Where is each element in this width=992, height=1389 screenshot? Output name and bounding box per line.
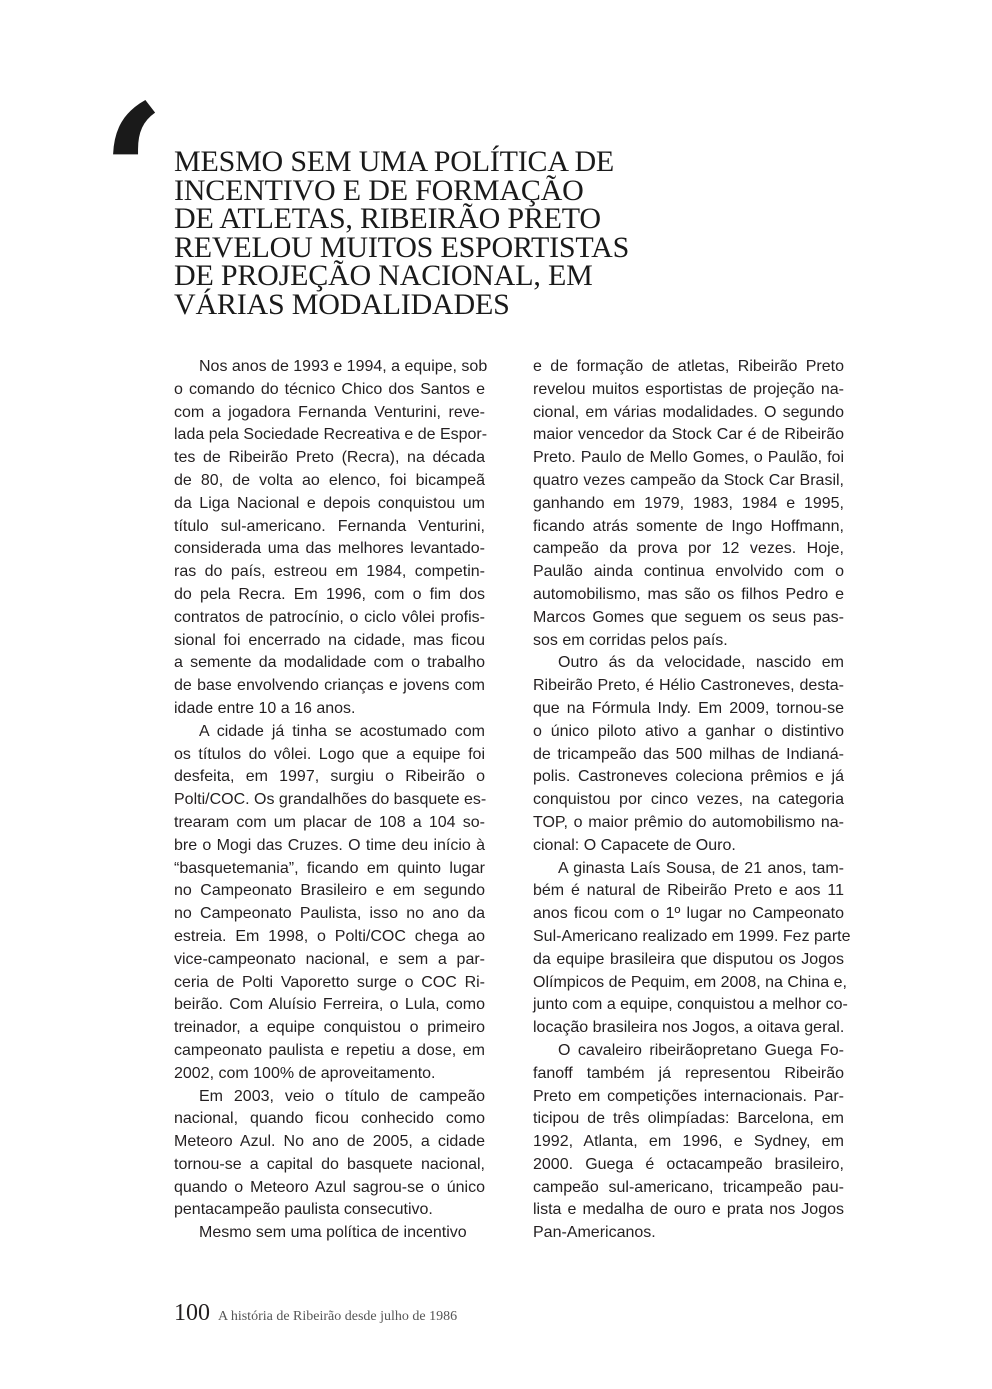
- body-line: 2002, com 100% de aproveitamento.: [174, 1064, 436, 1082]
- pullquote-line: DE ATLETAS, RIBEIRÃO PRETO: [174, 202, 601, 235]
- body-line: A cidade já tinha se acostumado com: [199, 722, 485, 740]
- body-line: ras do país, estreou em 1984, competin-: [174, 563, 485, 581]
- body-paragraph: [533, 356, 844, 652]
- body-line: Preto em competições internacionais. Par-: [533, 1087, 844, 1105]
- body-line: bém é natural de Ribeirão Preto e aos 11: [533, 882, 844, 900]
- body-line: ceria de Polti Vaporetto surge o COC Ri-: [174, 973, 485, 991]
- body-line: estreia. Em 1998, o Polti/COC chega ao: [174, 927, 485, 945]
- body-line: campeão sul-americano, tricampeão pau-: [533, 1178, 844, 1196]
- pullquote-line: MESMO SEM UMA POLÍTICA DE: [174, 145, 615, 178]
- body-line: cional, em várias modalidades. O segundo: [533, 403, 844, 421]
- body-line: 2000. Guega é octacampeão brasileiro,: [533, 1155, 844, 1173]
- body-line: Em 2003, veio o título de campeão: [199, 1087, 485, 1105]
- body-line: Paulão ainda continua envolvido com o: [533, 563, 844, 581]
- body-line: locação brasileira nos Jogos, a oitava geral.: [533, 1019, 845, 1037]
- body-line: o comando do técnico Chico dos Santos e: [174, 380, 485, 398]
- body-line: contratos de patrocínio, o ciclo vôlei profis-: [174, 608, 485, 626]
- body-line: 1992, Atlanta, em 1996, e Sydney, em: [533, 1133, 844, 1151]
- right-column: [533, 356, 851, 1245]
- body-line: Nos anos de 1993 e 1994, a equipe, sob: [199, 358, 488, 375]
- body-line: do pela Recra. Em 1996, com o fim dos: [174, 585, 485, 603]
- page-footer: [174, 1300, 457, 1327]
- pullquote-mark: ‘: [100, 63, 167, 286]
- body-line: Olímpicos de Pequim, em 2008, na China e,: [533, 973, 847, 991]
- body-line: de tricampeão das 500 milhas de Indianá-: [533, 745, 844, 763]
- body-line: nacional, quando ficou conhecido como: [174, 1110, 485, 1128]
- body-paragraph: [174, 1222, 485, 1245]
- body-line: Marcos Gomes que seguem os seus pas-: [533, 608, 844, 626]
- body-paragraph: [533, 1040, 844, 1245]
- body-line: conquistou por cinco vezes, na categoria: [533, 791, 844, 809]
- body-line: quando o Meteoro Azul sagrou-se o único: [174, 1178, 485, 1196]
- body-line: bre o Mogi das Cruzes. O time deu início à: [174, 836, 485, 854]
- body-line: maior vencedor da Stock Car é de Ribeirão: [533, 426, 844, 444]
- body-line: Sul-Americano realizado em 1999. Fez parte: [533, 927, 851, 945]
- pullquote-line: DE PROJEÇÃO NACIONAL, EM: [174, 259, 593, 292]
- body-line: automobilismo, mas são os filhos Pedro e: [533, 585, 844, 603]
- body-line: junto com a equipe, conquistou a melhor co-: [533, 996, 848, 1014]
- body-line: campeão da prova por 12 vezes. Hoje,: [533, 540, 844, 558]
- body-line: com a jogadora Fernanda Venturini, reve-: [174, 403, 485, 421]
- body-line: Outro ás da velocidade, nascido em: [558, 654, 844, 672]
- body-line: campeonato paulista e repetiu a dose, em: [174, 1041, 485, 1059]
- body-line: da equipe brasileira que disputou os Jogos: [533, 950, 844, 968]
- body-line: beirão. Com Aluísio Ferreira, o Lula, como: [174, 996, 485, 1014]
- body-line: Polti/COC. Os grandalhões do basquete es-: [174, 791, 487, 809]
- body-paragraph: [533, 858, 851, 1040]
- body-paragraph: [533, 652, 844, 857]
- body-line: Mesmo sem uma política de incentivo: [199, 1224, 467, 1242]
- body-line: quatro vezes campeão da Stock Car Brasil,: [533, 471, 844, 489]
- body-line: polis. Castroneves coleciona prêmios e já: [533, 768, 844, 786]
- pullquote-line: INCENTIVO E DE FORMAÇÃO: [174, 173, 584, 207]
- body-line: de 80, de volta ao elenco, foi bicampeã: [174, 471, 485, 489]
- running-title: A história de Ribeirão desde julho de 1986: [218, 1309, 458, 1324]
- body-paragraph: [174, 356, 488, 721]
- left-column: [174, 356, 488, 1245]
- body-line: idade entre 10 a 16 anos.: [174, 699, 356, 717]
- body-line: cional: O Capacete de Ouro.: [533, 836, 736, 854]
- body-line: e de formação de atletas, Ribeirão Preto: [533, 358, 844, 375]
- body-line: da Liga Nacional e depois conquistou um: [174, 494, 485, 512]
- pullquote-line: REVELOU MUITOS ESPORTISTAS: [174, 230, 630, 264]
- body-paragraph: [174, 721, 485, 1086]
- body-line: considerada uma das melhores levantado-: [174, 540, 485, 558]
- body-line: fanoff também já representou Ribeirão: [533, 1064, 844, 1082]
- body-line: Meteoro Azul. No ano de 2005, a cidade: [174, 1133, 485, 1151]
- body-line: anos ficou com o 1º lugar no Campeonato: [533, 905, 844, 923]
- pullquote: [174, 145, 644, 321]
- body-line: ficando atrás somente de Ingo Hoffmann,: [533, 517, 844, 535]
- body-line: ganhando em 1979, 1983, 1984 e 1995,: [533, 494, 844, 512]
- page-number: 100: [174, 1300, 210, 1326]
- body-line: TOP, o maior prêmio do automobilismo na-: [533, 813, 844, 831]
- body-line: no Campeonato Brasileiro e em segundo: [174, 882, 485, 900]
- body-line: que na Fórmula Indy. Em 2009, tornou-se: [533, 699, 844, 717]
- body-paragraph: [174, 1086, 485, 1223]
- body-line: a semente da modalidade com o trabalho: [174, 654, 485, 672]
- body-line: sos em corridas pelos país.: [533, 631, 728, 649]
- body-line: ticipou de três olimpíadas: Barcelona, em: [533, 1110, 844, 1128]
- body-line: lada pela Sociedade Recreativa e de Espor-: [174, 426, 488, 444]
- body-line: desfeita, em 1997, surgiu o Ribeirão o: [174, 768, 485, 786]
- body-line: A ginasta Laís Sousa, de 21 anos, tam-: [558, 859, 844, 877]
- body-line: lista e medalha de ouro e prata nos Jogos: [533, 1201, 844, 1219]
- body-line: título sul-americano. Fernanda Venturini,: [174, 517, 485, 535]
- body-line: O cavaleiro ribeirãopretano Guega Fo-: [558, 1041, 844, 1059]
- body-line: revelou muitos esportistas de projeção na-: [533, 380, 844, 398]
- body-line: no Campeonato Paulista, isso no ano da: [174, 905, 485, 923]
- pullquote-line: VÁRIAS MODALIDADES: [174, 287, 510, 321]
- body-line: pentacampeão paulista consecutivo.: [174, 1201, 433, 1219]
- body-line: Pan-Americanos.: [533, 1224, 656, 1242]
- body-line: Ribeirão Preto, é Hélio Castroneves, desta-: [533, 677, 844, 695]
- body-line: sional foi encerrado na cidade, mas ficou: [174, 631, 485, 649]
- body-line: treinador, a equipe conquistou o primeiro: [174, 1019, 485, 1037]
- body-line: tornou-se a capital do basquete nacional,: [174, 1155, 485, 1173]
- body-line: os títulos do vôlei. Logo que a equipe foi: [174, 745, 485, 763]
- body-line: “basquetemania”, ficando em quinto lugar: [174, 859, 485, 877]
- body-line: de base envolvendo crianças e jovens com: [174, 677, 485, 695]
- body-line: vice-campeonato nacional, e sem a par-: [174, 950, 485, 968]
- body-line: tes de Ribeirão Preto (Recra), na década: [174, 449, 485, 467]
- body-line: o único piloto ativo a ganhar o distintivo: [533, 722, 844, 740]
- body-line: trearam com um placar de 108 a 104 so-: [174, 813, 485, 831]
- body-line: Preto. Paulo de Mello Gomes, o Paulão, foi: [533, 449, 844, 467]
